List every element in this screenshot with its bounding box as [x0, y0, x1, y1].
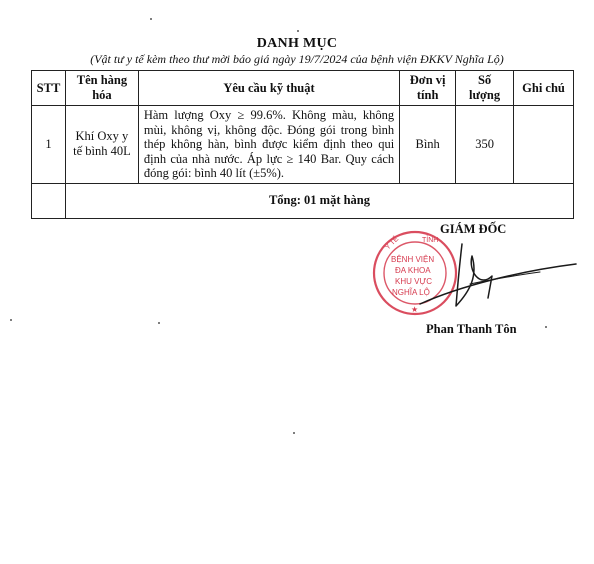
stamp-line-2: ĐA KHOA — [395, 266, 431, 275]
table-header-row — [32, 71, 574, 106]
cell-stt: 1 — [32, 106, 66, 184]
stamp-line-1: BỆNH VIỆN — [391, 255, 435, 264]
cell-technical-requirements: Hàm lượng Oxy ≥ 99.6%. Không màu, không mùi, không vị, không độc. Đóng gói trong bình thép không hàn, bình được kiểm định theo qui định của nhà nước. Áp lực ≥ 140 Bar. Quy cách đóng gói: bình 40 lít (±5%). — [138, 106, 399, 184]
header-unit-line1: Đơn vị — [409, 73, 446, 87]
header-quantity-line2: lượng — [469, 88, 501, 102]
scan-speck — [158, 322, 160, 324]
scan-speck — [150, 18, 152, 20]
header-technical-requirements: Yêu cầu kỹ thuật — [138, 71, 399, 106]
header-note: Ghi chú — [514, 71, 574, 106]
cell-quantity: 350 — [456, 106, 514, 184]
stamp-star-icon: ★ — [411, 305, 419, 314]
scan-speck — [293, 432, 295, 434]
director-title: GIÁM ĐỐC — [440, 222, 507, 236]
document-title: DANH MỤC — [256, 36, 338, 51]
table-row — [32, 106, 574, 184]
handwritten-signature — [400, 236, 580, 321]
scan-speck — [10, 319, 12, 321]
header-item-name — [65, 71, 138, 106]
scan-speck — [297, 30, 299, 32]
signer-name: Phan Thanh Tôn — [426, 322, 517, 336]
total-row-blank-cell — [32, 183, 66, 218]
total-label: Tổng: 01 mặt hàng — [65, 183, 573, 218]
header-unit-line2: tính — [416, 88, 439, 102]
stamp-line-3: KHU VỰC — [395, 277, 433, 286]
cell-item-name: Khí Oxy y tế bình 40L — [65, 106, 138, 184]
total-row — [32, 183, 574, 218]
header-item-name-line2: hóa — [92, 88, 112, 102]
stamp-left-text: Y TẾ — [384, 235, 401, 252]
header-quantity-line1: Số — [477, 73, 492, 87]
cell-unit: Bình — [400, 106, 456, 184]
document-subtitle: (Vật tư y tế kèm theo thư mời báo giá ngày 19/7/2024 của bệnh viện ĐKKV Nghĩa Lộ) — [90, 52, 504, 66]
header-stt: STT — [32, 71, 66, 106]
header-item-name-line1: Tên hàng — [76, 73, 128, 87]
scan-speck — [545, 326, 547, 328]
header-quantity — [456, 71, 514, 106]
header-unit — [400, 71, 456, 106]
cell-note — [514, 106, 574, 184]
items-table — [31, 70, 574, 219]
stamp-top-text: TỈNH — [422, 237, 439, 244]
stamp-line-4: NGHĨA LỘ — [392, 288, 430, 297]
